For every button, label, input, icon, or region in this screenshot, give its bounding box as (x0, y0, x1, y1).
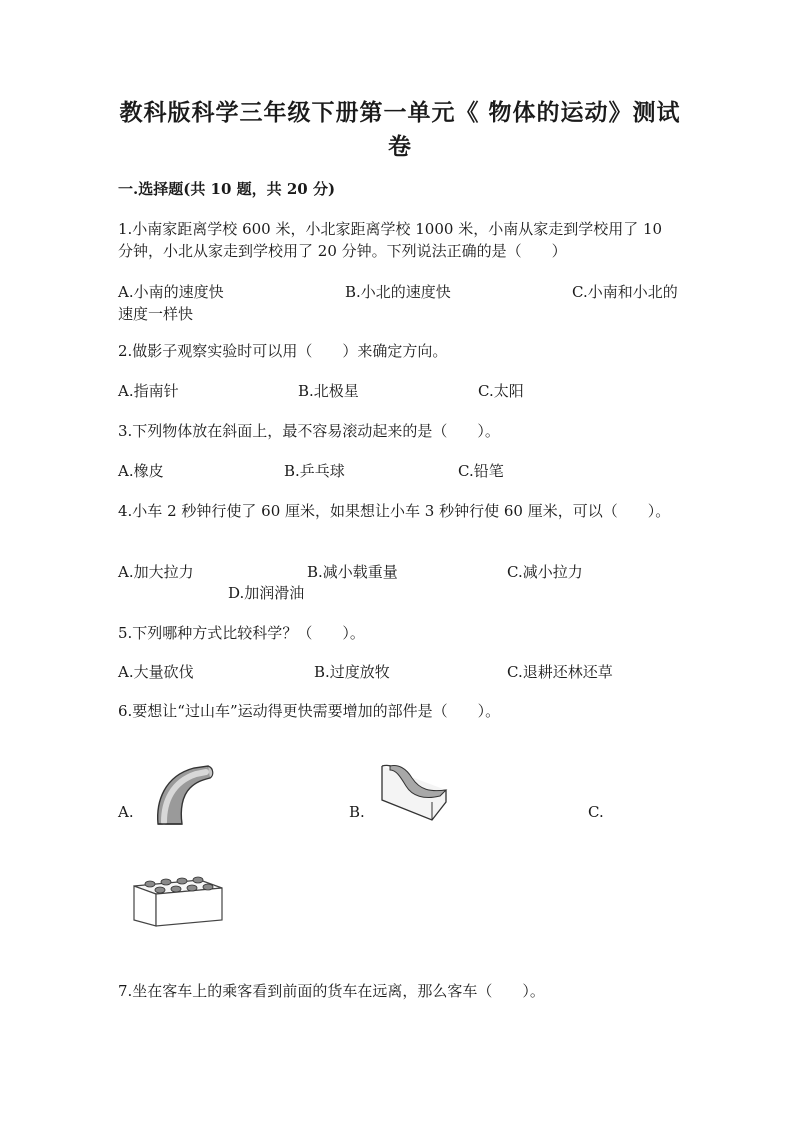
question-6-stem: 6.要想让“过山车”运动得更快需要增加的部件是（ ）。 (118, 702, 501, 720)
question-5-stem: 5.下列哪种方式比较科学？（ ）。 (118, 624, 365, 642)
q4-option-a: A.加大拉力 (118, 563, 194, 581)
q1-option-a: A.小南的速度快 (118, 283, 224, 301)
q4-option-c: C.减小拉力 (507, 563, 583, 581)
q2-option-c: C.太阳 (478, 382, 524, 400)
question-4-stem: 4.小车 2 秒钟行使了 60 厘米，如果想让小车 3 秒钟行使 60 厘米，可以（ ）。 (118, 502, 671, 520)
section-heading: 一.选择题(共 10 题，共 20 分) (118, 180, 336, 198)
question-1-stem: 1.小南家距离学校 600 米，小北家距离学校 1000 米，小南从家走到学校用了 10 分钟，小北从家走到学校用了 20 分钟。下列说法正确的是（ ） (118, 220, 663, 260)
q5-option-a: A.大量砍伐 (118, 663, 194, 681)
q1-option-b: B.小北的速度快 (345, 283, 451, 301)
question-2-stem: 2.做影子观察实验时可以用（ ）来确定方向。 (118, 342, 448, 360)
building-block-icon (130, 866, 226, 928)
q2-option-b: B.北极星 (298, 382, 359, 400)
q3-option-b: B.乒乓球 (284, 462, 345, 480)
q4-option-b: B.减小载重量 (307, 563, 398, 581)
question-7-stem: 7.坐在客车上的乘客看到前面的货车在远离，那么客车（ ）。 (118, 982, 545, 1000)
q1-option-c: C.小南和小北的速度一样快 (118, 283, 678, 323)
q3-option-c: C.铅笔 (458, 462, 504, 480)
slope-track-icon (380, 762, 450, 824)
q5-option-c: C.退耕还林还草 (507, 663, 613, 681)
q6-option-a-label: A. (118, 803, 134, 821)
q4-option-d: D.加润滑油 (228, 584, 305, 602)
q6-option-b-label: B. (349, 803, 365, 821)
q5-option-b: B.过度放牧 (314, 663, 390, 681)
q6-option-c-label: C. (588, 803, 604, 821)
question-3-stem: 3.下列物体放在斜面上，最不容易滚动起来的是（ ）。 (118, 422, 500, 440)
curved-track-icon (150, 762, 220, 828)
q3-option-a: A.橡皮 (118, 462, 164, 480)
page-title: 教科版科学三年级下册第一单元《 物体的运动》测试卷 (119, 99, 681, 160)
q2-option-a: A.指南针 (118, 382, 179, 400)
